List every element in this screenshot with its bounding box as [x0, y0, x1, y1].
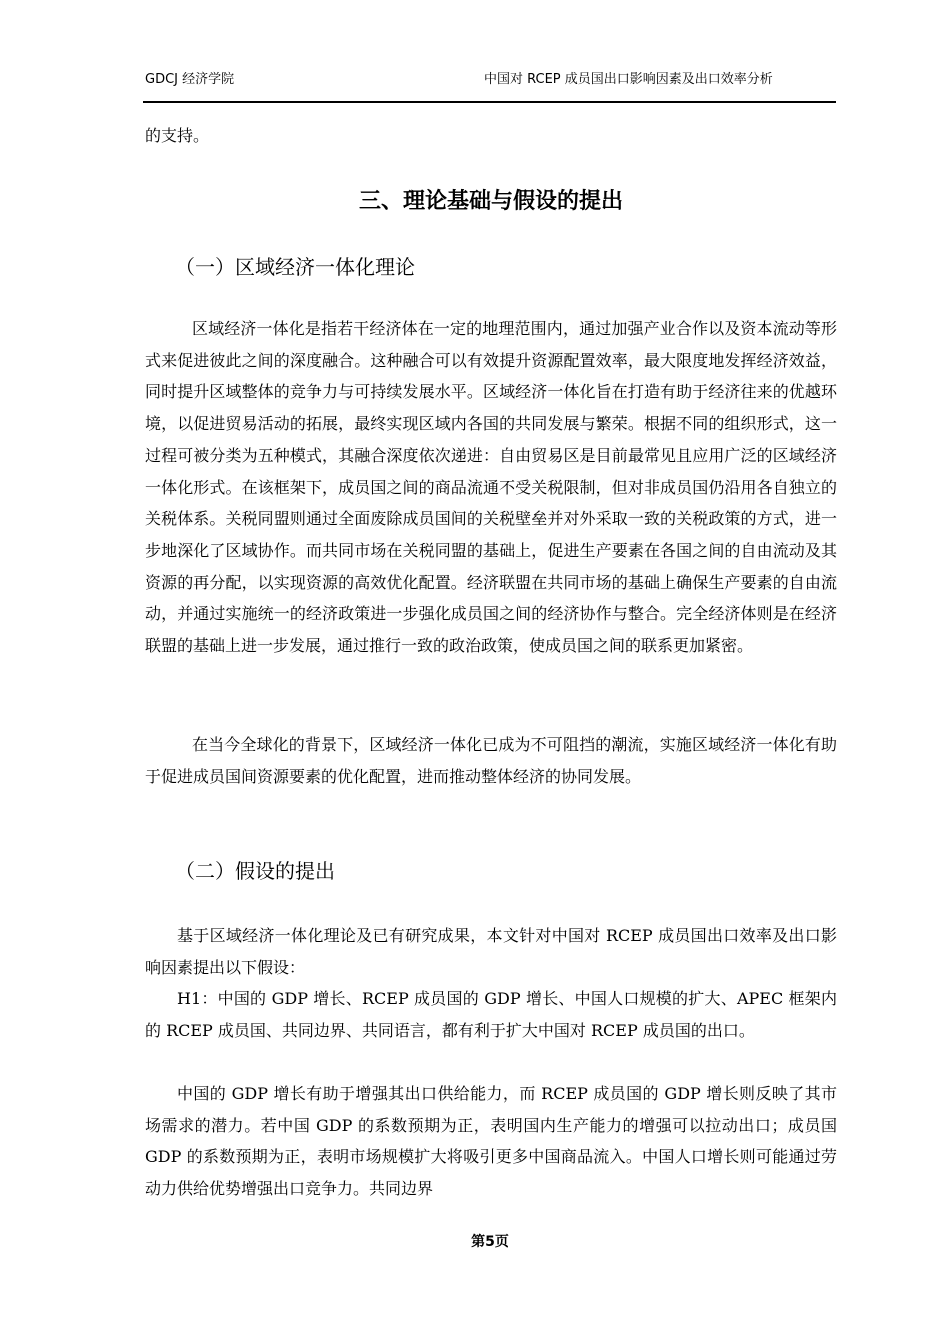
header-paper-title: 中国对 RCEP 成员国出口影响因素及出口效率分析 — [484, 72, 773, 87]
subsection-title-2: （二）假设的提出 — [175, 859, 335, 883]
paragraph-hypothesis-intro: 基于区域经济一体化理论及已有研究成果，本文针对中国对 RCEP 成员国出口效率及出口影响因素提出以下假设： — [145, 926, 837, 977]
page-number: 第5页 — [471, 1234, 509, 1250]
paragraph-hypothesis-h1: H1：中国的 GDP 增长、RCEP 成员国的 GDP 增长、中国人口规模的扩大、APEC 框架内的 RCEP 成员国、共同边界、共同语言，都有利于扩大中国对 RCEP 成员国的出口。 — [145, 989, 837, 1040]
paragraph-regional-integration: 区域经济一体化是指若干经济体在一定的地理范围内，通过加强产业合作以及资本流动等形式来促进彼此之间的深度融合。这种融合可以有效提升资源配置效率，最大限度地发挥经济效益，同时提升区域整体的竞争力与可持续发展水平。区域经济一体化旨在打造有助于经济往来的优越环境，以促进贸易活动的拓展，最终实现区域内各国的共同发展与繁荣。根据不同的组织形式，这一过程可被分类为五种模式，其融合深度依次递进：自由贸易区是目前最常见且应用广泛的区域经济一体化形式。在该框架下，成员国之间的商品流通不受关税限制，但对非成员国仍沿用各自独立的关税体系。关税同盟则通过全面废除成员国间的关税壁垒并对外采取一致的关税政策的方式，进一步地深化了区域协作。而共同市场在关税同盟的基础上，促进生产要素在各国之间的自由流动及其资源的再分配，以实现资源的高效优化配置。经济联盟在共同市场的基础上确保生产要素的自由流动，并通过实施统一的经济政策进一步强化成员国之间的经济协作与整合。完全经济体则是在经济联盟的基础上进一步发展，通过推行一致的政治政策，使成员国之间的联系更加紧密。 — [145, 319, 837, 656]
header-divider — [143, 101, 836, 103]
paragraph-gdp-explanation: 中国的 GDP 增长有助于增强其出口供给能力，而 RCEP 成员国的 GDP 增长则反映了其市场需求的潜力。若中国 GDP 的系数预期为正，表明国内生产能力的增强可以拉动出口；成员国 GDP 的系数预期为正，表明市场规模扩大将吸引更多中国商品流入。中国人口增长则可能通过劳动力供给优势增强出口竞争力。共同边界 — [145, 1084, 837, 1199]
subsection-title-1: （一）区域经济一体化理论 — [175, 255, 415, 279]
section-title: 三、理论基础与假设的提出 — [358, 189, 623, 214]
continuation-text: 的支持。 — [145, 126, 210, 145]
paragraph-globalization: 在当今全球化的背景下，区域经济一体化已成为不可阻挡的潮流，实施区域经济一体化有助于促进成员国间资源要素的优化配置，进而推动整体经济的协同发展。 — [145, 735, 837, 786]
header-institution: GDCJ 经济学院 — [145, 72, 235, 87]
